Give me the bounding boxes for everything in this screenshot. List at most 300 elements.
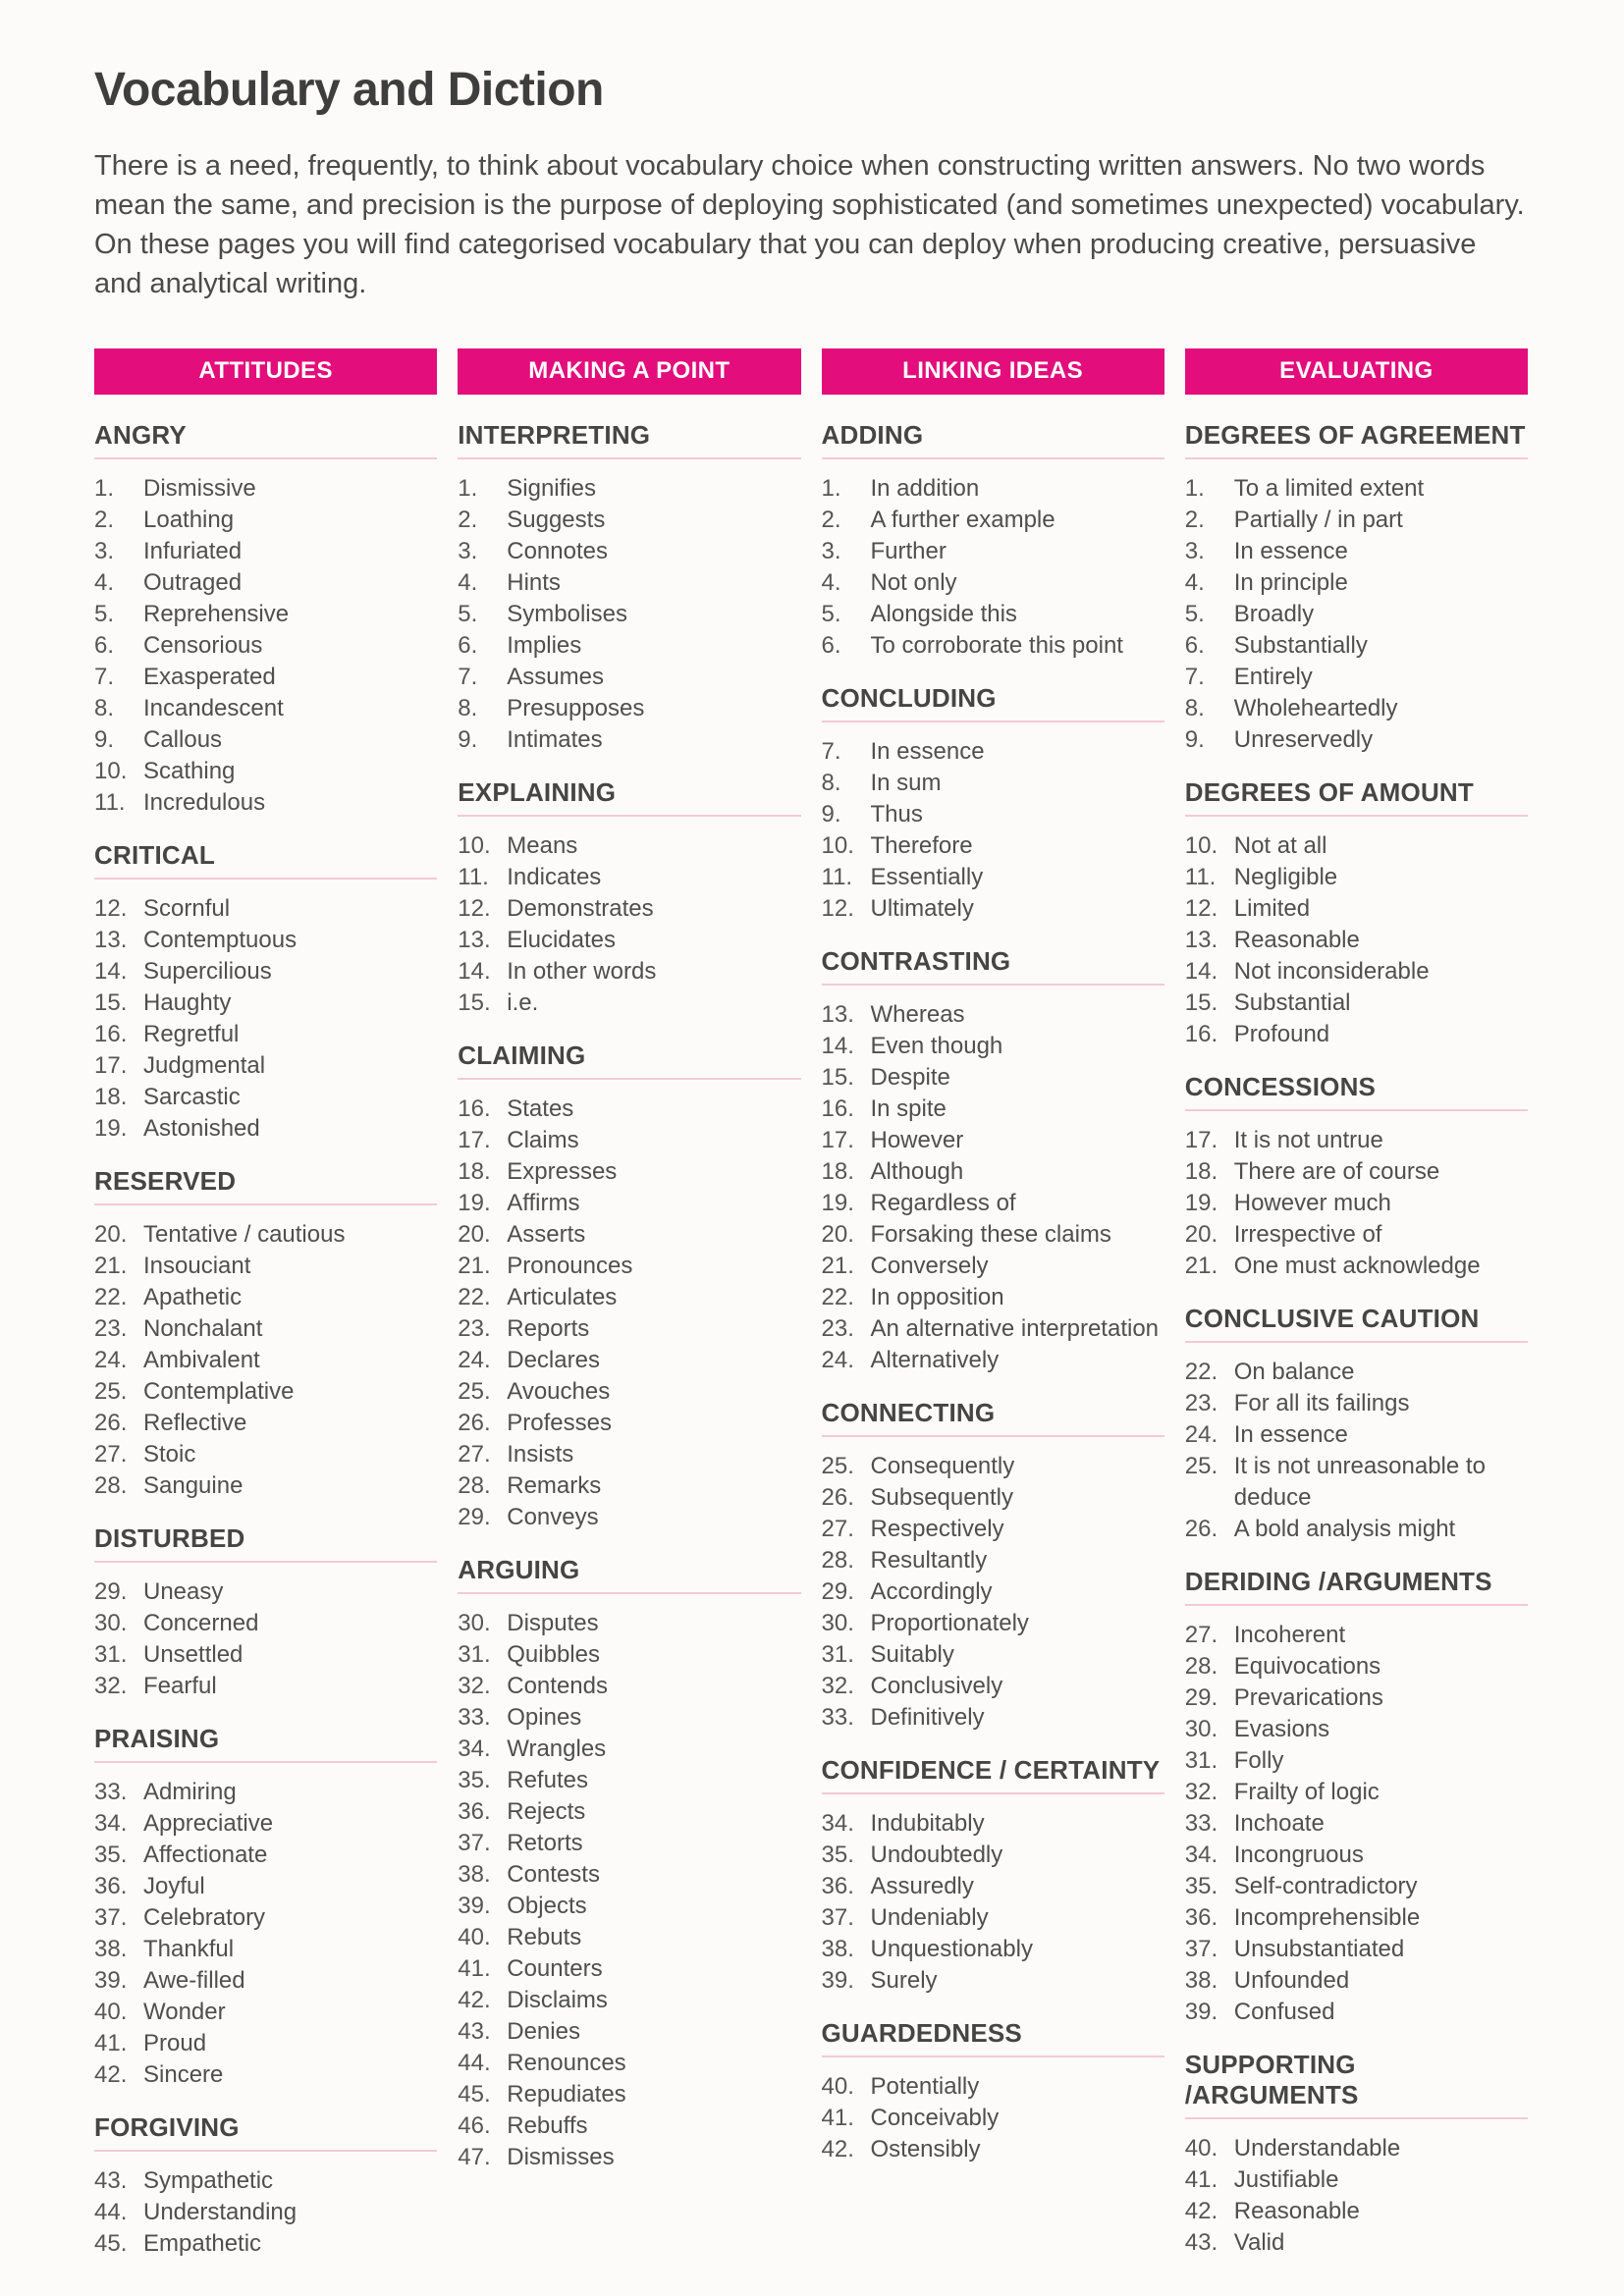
list-item (94, 567, 437, 599)
vocabulary-section (1185, 1072, 1528, 1282)
section-heading: DISTURBED (94, 1523, 437, 1563)
item-number: 23. (94, 1315, 128, 1342)
item-text: Consequently (870, 1453, 1015, 1479)
vocabulary-section (94, 2112, 437, 2260)
item-number: 33. (821, 1704, 854, 1731)
item-text: Reasonable (1233, 927, 1360, 953)
list-item (1185, 862, 1528, 893)
item-number: 14. (821, 1033, 854, 1059)
section-item-list (458, 473, 800, 756)
list-item (94, 956, 437, 988)
item-text: Presupposes (507, 695, 645, 721)
list-item (458, 956, 800, 988)
item-number: 7. (94, 664, 115, 690)
list-item (822, 1251, 1164, 1282)
list-item (1185, 1019, 1528, 1050)
vocabulary-columns (94, 348, 1528, 2260)
list-item (1185, 2196, 1528, 2227)
item-number: 6. (94, 632, 115, 659)
item-text: To a limited extent (1233, 475, 1425, 502)
item-number: 5. (1184, 601, 1205, 627)
item-text: In spite (870, 1095, 947, 1122)
list-item (822, 1062, 1164, 1094)
item-text: Unsubstantiated (1233, 1936, 1405, 1962)
item-number: 6. (821, 632, 841, 659)
list-item (1185, 1451, 1528, 1514)
item-text: A bold analysis might (1233, 1516, 1456, 1542)
list-item (1185, 893, 1528, 925)
item-text: On balance (1233, 1359, 1355, 1385)
list-item (822, 1871, 1164, 1902)
item-text: Proud (143, 2030, 207, 2056)
item-text: Thus (870, 801, 923, 828)
vocabulary-column (458, 348, 800, 2173)
column-sections (1185, 420, 1528, 2259)
item-text: Wholeheartedly (1233, 695, 1398, 721)
list-item (94, 1376, 437, 1408)
item-text: Undeniably (870, 1904, 989, 1931)
item-text: Folly (1233, 1747, 1284, 1774)
item-text: Contests (507, 1861, 600, 1888)
list-item (458, 505, 800, 536)
list-item (1185, 1188, 1528, 1219)
list-item (1185, 724, 1528, 756)
list-item (1185, 1745, 1528, 1777)
list-item (822, 1313, 1164, 1345)
list-item (458, 1125, 800, 1156)
list-item (458, 1734, 800, 1765)
list-item (94, 1019, 437, 1050)
vocabulary-section (94, 1523, 437, 1702)
item-number: 36. (821, 1873, 854, 1899)
vocabulary-section (1185, 420, 1528, 756)
list-item (1185, 956, 1528, 988)
item-text: Ambivalent (143, 1347, 260, 1373)
list-item (458, 988, 800, 1019)
item-number: 13. (458, 927, 491, 953)
item-text: Indicates (507, 864, 602, 890)
item-number: 35. (821, 1842, 854, 1868)
list-item (94, 1639, 437, 1671)
item-text: Reports (507, 1315, 590, 1342)
list-item (94, 1113, 437, 1145)
item-number: 33. (458, 1704, 491, 1731)
item-number: 37. (458, 1830, 491, 1856)
section-item-list (94, 893, 437, 1145)
vocabulary-section (1185, 1567, 1528, 2028)
item-number: 20. (458, 1221, 491, 1248)
section-heading: INTERPRETING (458, 420, 800, 459)
list-item (458, 2142, 800, 2173)
list-item (822, 505, 1164, 536)
item-text: Alternatively (870, 1347, 1000, 1373)
item-text: Implies (507, 632, 582, 659)
list-item (458, 1282, 800, 1313)
list-item (1185, 1156, 1528, 1188)
item-number: 43. (458, 2018, 491, 2045)
list-item (94, 925, 437, 956)
item-number: 13. (821, 1001, 854, 1028)
section-item-list (822, 1451, 1164, 1734)
list-item (822, 1608, 1164, 1639)
item-text: An alternative interpretation (870, 1315, 1160, 1342)
item-text: Intimates (507, 726, 603, 753)
item-number: 2. (458, 507, 478, 533)
column-header-bar (458, 348, 800, 395)
list-item (822, 1094, 1164, 1125)
item-text: Broadly (1233, 601, 1315, 627)
list-item (94, 1408, 437, 1439)
item-text: It is not unreasonable to deduce (1233, 1453, 1486, 1511)
list-item (94, 787, 437, 819)
list-item (1185, 1419, 1528, 1451)
item-text: In addition (870, 475, 980, 502)
item-number: 15. (458, 989, 491, 1016)
item-text: Unreservedly (1233, 726, 1374, 753)
item-text: Rejects (507, 1798, 586, 1825)
item-text: Connotes (507, 538, 608, 564)
list-item (94, 1082, 437, 1113)
item-text: Entirely (1233, 664, 1313, 690)
list-item (94, 2028, 437, 2059)
list-item (822, 799, 1164, 830)
item-number: 24. (1184, 1421, 1218, 1448)
list-item (1185, 1125, 1528, 1156)
item-text: Evasions (1233, 1716, 1330, 1742)
item-number: 40. (94, 1999, 128, 2025)
section-heading: EXPLAINING (458, 777, 800, 817)
item-number: 2. (1184, 507, 1205, 533)
item-text: Understanding (143, 2199, 298, 2225)
section-heading: CONCESSIONS (1185, 1072, 1528, 1111)
vocabulary-column (1185, 348, 1528, 2259)
list-item (94, 1934, 437, 1965)
list-item (822, 1219, 1164, 1251)
vocabulary-section (94, 420, 437, 819)
item-number: 6. (1184, 632, 1205, 659)
list-item (458, 1376, 800, 1408)
item-number: 41. (1184, 2166, 1218, 2193)
item-number: 28. (458, 1472, 491, 1499)
item-number: 25. (821, 1453, 854, 1479)
list-item (94, 662, 437, 693)
list-item (1185, 2164, 1528, 2196)
item-text: In principle (1233, 569, 1348, 596)
item-text: Dismissive (143, 475, 256, 502)
item-text: Unsettled (143, 1641, 244, 1668)
list-item (458, 1251, 800, 1282)
list-item (822, 1934, 1164, 1965)
column-header-label: LINKING IDEAS (902, 357, 1084, 384)
item-number: 22. (1184, 1359, 1218, 1385)
item-text: Scathing (143, 758, 236, 784)
item-text: Therefore (870, 832, 973, 859)
item-text: Stoic (143, 1441, 196, 1468)
list-item (1185, 1965, 1528, 1997)
item-text: Indubitably (870, 1810, 985, 1837)
item-number: 40. (1184, 2135, 1218, 2162)
item-text: Substantially (1233, 632, 1368, 659)
list-item (458, 1408, 800, 1439)
item-number: 15. (1184, 989, 1218, 1016)
item-number: 2. (821, 507, 841, 533)
item-number: 16. (1184, 1021, 1218, 1047)
item-number: 3. (94, 538, 115, 564)
item-number: 33. (1184, 1810, 1218, 1837)
item-text: Resultantly (870, 1547, 988, 1574)
item-text: Reflective (143, 1410, 247, 1436)
list-item (94, 1576, 437, 1608)
list-item (822, 1156, 1164, 1188)
item-text: Denies (507, 2018, 580, 2045)
item-text: There are of course (1233, 1158, 1440, 1185)
item-text: Valid (1233, 2229, 1285, 2256)
list-item (1185, 1388, 1528, 1419)
item-number: 18. (458, 1158, 491, 1185)
list-item (94, 1808, 437, 1840)
item-number: 38. (1184, 1967, 1218, 1994)
list-item (822, 1514, 1164, 1545)
item-number: 37. (1184, 1936, 1218, 1962)
item-number: 32. (1184, 1779, 1218, 1805)
list-item (94, 893, 437, 925)
item-text: However much (1233, 1190, 1391, 1216)
item-text: Means (507, 832, 578, 859)
item-number: 39. (458, 1893, 491, 1919)
item-number: 25. (1184, 1453, 1218, 1479)
item-text: Elucidates (507, 927, 616, 953)
item-text: Negligible (1233, 864, 1338, 890)
list-item (94, 1608, 437, 1639)
list-item (822, 1576, 1164, 1608)
item-number: 29. (821, 1578, 854, 1605)
item-text: In sum (870, 770, 942, 796)
item-number: 24. (94, 1347, 128, 1373)
item-number: 3. (821, 538, 841, 564)
item-text: Accordingly (870, 1578, 993, 1605)
list-item (1185, 1902, 1528, 1934)
item-number: 4. (821, 569, 841, 596)
item-number: 27. (94, 1441, 128, 1468)
item-text: Respectively (870, 1516, 1004, 1542)
item-text: Essentially (870, 864, 984, 890)
item-number: 18. (1184, 1158, 1218, 1185)
item-number: 46. (458, 2112, 491, 2139)
item-number: 29. (458, 1504, 491, 1530)
item-number: 5. (458, 601, 478, 627)
item-text: Wonder (143, 1999, 226, 2025)
item-text: Dismisses (507, 2144, 615, 2170)
item-text: Remarks (507, 1472, 602, 1499)
column-sections (94, 420, 437, 2260)
list-item (458, 2110, 800, 2142)
item-text: Not only (870, 569, 957, 596)
vocabulary-section (458, 1041, 800, 1533)
item-text: Self-contradictory (1233, 1873, 1418, 1899)
item-number: 14. (1184, 958, 1218, 985)
list-item (1185, 1514, 1528, 1545)
list-item (94, 1871, 437, 1902)
item-number: 20. (1184, 1221, 1218, 1248)
vocabulary-section (94, 1166, 437, 1502)
item-text: Definitively (870, 1704, 985, 1731)
list-item (822, 567, 1164, 599)
item-text: Symbolises (507, 601, 627, 627)
item-number: 12. (821, 895, 854, 922)
list-item (1185, 536, 1528, 567)
item-number: 19. (821, 1190, 854, 1216)
vocabulary-section (458, 777, 800, 1019)
list-item (458, 1156, 800, 1188)
item-number: 30. (1184, 1716, 1218, 1742)
item-text: Incongruous (1233, 1842, 1364, 1868)
list-item (1185, 2133, 1528, 2164)
list-item (458, 1502, 800, 1533)
list-item (458, 1796, 800, 1828)
list-item (94, 988, 437, 1019)
list-item (458, 1859, 800, 1891)
item-number: 16. (458, 1095, 491, 1122)
item-text: Incandescent (143, 695, 284, 721)
item-text: Incomprehensible (1233, 1904, 1421, 1931)
item-text: Counters (507, 1955, 603, 1982)
item-text: Infuriated (143, 538, 243, 564)
section-heading: DEGREES OF AMOUNT (1185, 777, 1528, 817)
item-number: 23. (1184, 1390, 1218, 1416)
column-header-bar (822, 348, 1164, 395)
list-item (1185, 1777, 1528, 1808)
item-number: 9. (1184, 726, 1205, 753)
list-item (1185, 1714, 1528, 1745)
list-item (822, 830, 1164, 862)
item-number: 27. (458, 1441, 491, 1468)
section-heading: CONTRASTING (822, 946, 1164, 986)
item-text: Potentially (870, 2073, 980, 2100)
list-item (822, 1345, 1164, 1376)
item-number: 40. (458, 1924, 491, 1950)
column-header-label: EVALUATING (1279, 357, 1434, 384)
item-text: Suitably (870, 1641, 954, 1668)
intro-paragraph: There is a need, frequently, to think about vocabulary choice when constructing written answers. No two words mean the same, and precision is the purpose of deploying sophisticated (and sometimes unexpected) vocabulary. On these pages you will find categorised vocabulary that you can deploy when producing creative, persuasive and analytical writing. (94, 150, 1525, 299)
item-number: 12. (1184, 895, 1218, 922)
item-number: 19. (1184, 1190, 1218, 1216)
list-item (94, 1840, 437, 1871)
column-header-bar (1185, 348, 1528, 395)
item-number: 5. (94, 601, 115, 627)
list-item (94, 2197, 437, 2228)
item-number: 8. (1184, 695, 1205, 721)
item-number: 7. (458, 664, 478, 690)
list-item (94, 2059, 437, 2091)
list-item (822, 1125, 1164, 1156)
item-text: Uneasy (143, 1578, 224, 1605)
column-header-label: MAKING A POINT (528, 357, 731, 384)
list-item (458, 1953, 800, 1985)
item-text: Avouches (507, 1378, 611, 1405)
item-number: 21. (94, 1253, 128, 1279)
list-item (458, 1891, 800, 1922)
item-text: Regardless of (870, 1190, 1016, 1216)
item-text: Insists (507, 1441, 574, 1468)
section-heading: ARGUING (458, 1555, 800, 1594)
list-item (458, 1639, 800, 1671)
item-number: 28. (1184, 1653, 1218, 1680)
list-item (1185, 1808, 1528, 1840)
list-item (822, 1702, 1164, 1734)
item-text: Haughty (143, 989, 232, 1016)
section-item-list (94, 1219, 437, 1502)
vocabulary-column (822, 348, 1164, 2165)
list-item (1185, 599, 1528, 630)
document-page (94, 63, 1528, 2260)
item-number: 43. (1184, 2229, 1218, 2256)
item-text: Admiring (143, 1779, 237, 1805)
column-header-bar (94, 348, 437, 395)
item-number: 33. (94, 1779, 128, 1805)
list-item (94, 599, 437, 630)
list-item (822, 1188, 1164, 1219)
item-text: Substantial (1233, 989, 1351, 1016)
item-number: 15. (821, 1064, 854, 1091)
list-item (822, 2103, 1164, 2134)
item-number: 24. (821, 1347, 854, 1373)
item-text: Contemptuous (143, 927, 298, 953)
item-text: Regretful (143, 1021, 240, 1047)
item-text: Understandable (1233, 2135, 1401, 2162)
list-item (458, 567, 800, 599)
vocabulary-section (822, 2018, 1164, 2165)
item-number: 4. (458, 569, 478, 596)
list-item (94, 693, 437, 724)
item-number: 38. (821, 1936, 854, 1962)
item-text: Rebuts (507, 1924, 582, 1950)
item-text: Exasperated (143, 664, 276, 690)
item-number: 41. (94, 2030, 128, 2056)
item-number: 41. (458, 1955, 491, 1982)
item-text: Repudiates (507, 2081, 626, 2108)
item-number: 9. (458, 726, 478, 753)
list-item (94, 724, 437, 756)
list-item (458, 473, 800, 505)
section-heading: FORGIVING (94, 2112, 437, 2152)
item-text: Contends (507, 1673, 608, 1699)
item-text: Sarcastic (143, 1084, 241, 1110)
list-item (458, 662, 800, 693)
section-heading: GUARDEDNESS (822, 2018, 1164, 2057)
item-number: 23. (821, 1315, 854, 1342)
item-number: 22. (458, 1284, 491, 1310)
item-number: 44. (94, 2199, 128, 2225)
section-item-list (822, 999, 1164, 1376)
list-item (822, 1808, 1164, 1840)
item-number: 32. (94, 1673, 128, 1699)
item-text: Expresses (507, 1158, 618, 1185)
item-text: Claims (507, 1127, 579, 1153)
list-item (1185, 630, 1528, 662)
list-item (1185, 1620, 1528, 1651)
item-number: 9. (94, 726, 115, 753)
item-text: Conceivably (870, 2105, 1000, 2131)
vocabulary-section (1185, 777, 1528, 1050)
list-item (458, 830, 800, 862)
item-number: 10. (821, 832, 854, 859)
item-text: Insouciant (143, 1253, 251, 1279)
list-item (94, 1965, 437, 1997)
list-item (94, 536, 437, 567)
list-item (1185, 1651, 1528, 1682)
vocabulary-section (822, 946, 1164, 1376)
list-item (94, 756, 437, 787)
